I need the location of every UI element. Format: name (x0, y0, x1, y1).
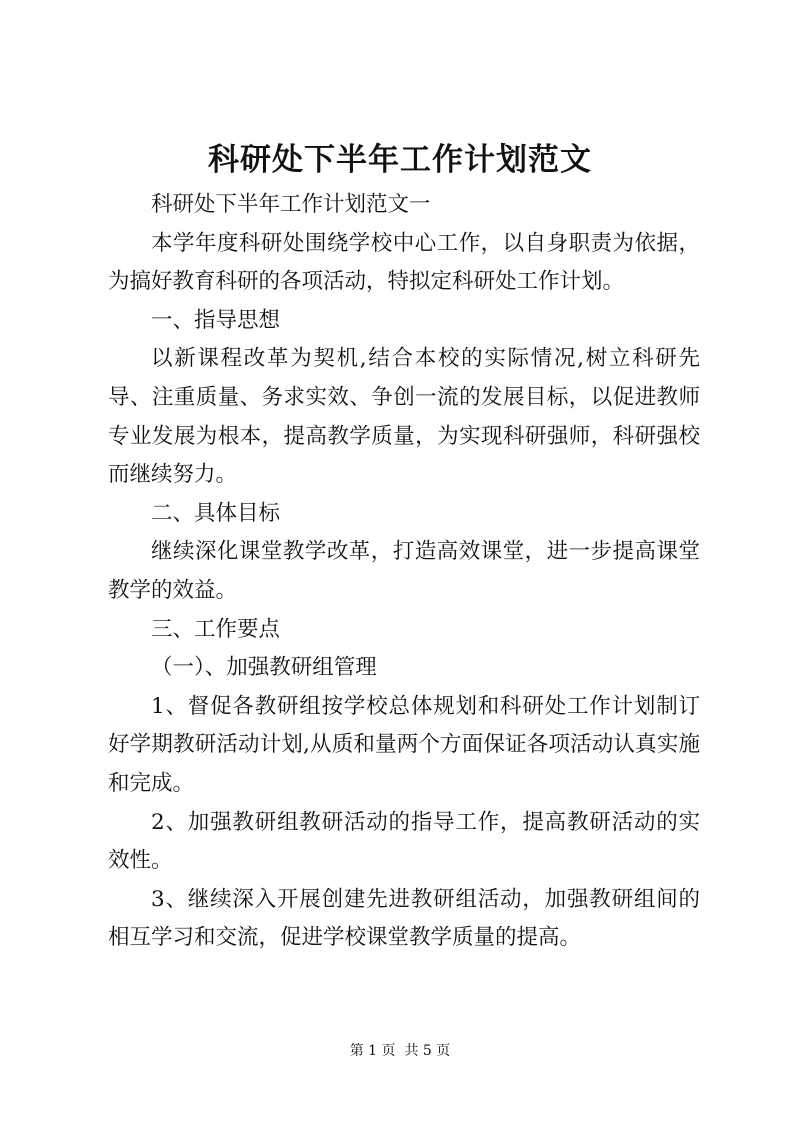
list-item-1: 1、督促各教研组按学校总体规划和科研处工作计划制订好学期教研活动计划,从质和量两个方面保证各项活动认真实施和完成。 (108, 693, 700, 796)
heading-specific-goals: 二、具体目标 (151, 500, 281, 526)
paragraph-guiding-thought: 以新课程改革为契机,结合本校的实际情况,树立科研先导、注重质量、务求实效、争创一流的发展目标，以促进教师专业发展为根本，提高教学质量，为实现科研强师，科研强校而继续努力。 (108, 346, 700, 488)
document-body (108, 186, 700, 958)
paragraph-subtitle: 科研处下半年工作计划范文一 (151, 192, 431, 217)
page-number-label: 第 1 页 共 5 页 (349, 1043, 451, 1059)
paragraph-intro: 本学年度科研处围绕学校中心工作，以自身职责为依据，为搞好教育科研的各项活动，特拟定科研处工作计划。 (108, 230, 700, 295)
list-item-3: 3、继续深入开展创建先进教研组活动，加强教研组间的相互学习和交流，促进学校课堂教学质量的提高。 (108, 886, 700, 951)
page-footer (0, 1041, 800, 1061)
document-title: 科研处下半年工作计划范文 (208, 142, 592, 178)
paragraph-specific-goals: 继续深化课堂教学改革，打造高效课堂，进一步提高课堂教学的效益。 (108, 539, 700, 603)
list-item-2: 2、加强教研组教研活动的指导工作，提高教研活动的实效性。 (108, 809, 700, 874)
heading-guiding-thought: 一、指导思想 (151, 307, 281, 333)
subheading-teaching-group-management: （一）、加强教研组管理 (151, 655, 377, 681)
heading-work-points: 三、工作要点 (151, 616, 281, 642)
